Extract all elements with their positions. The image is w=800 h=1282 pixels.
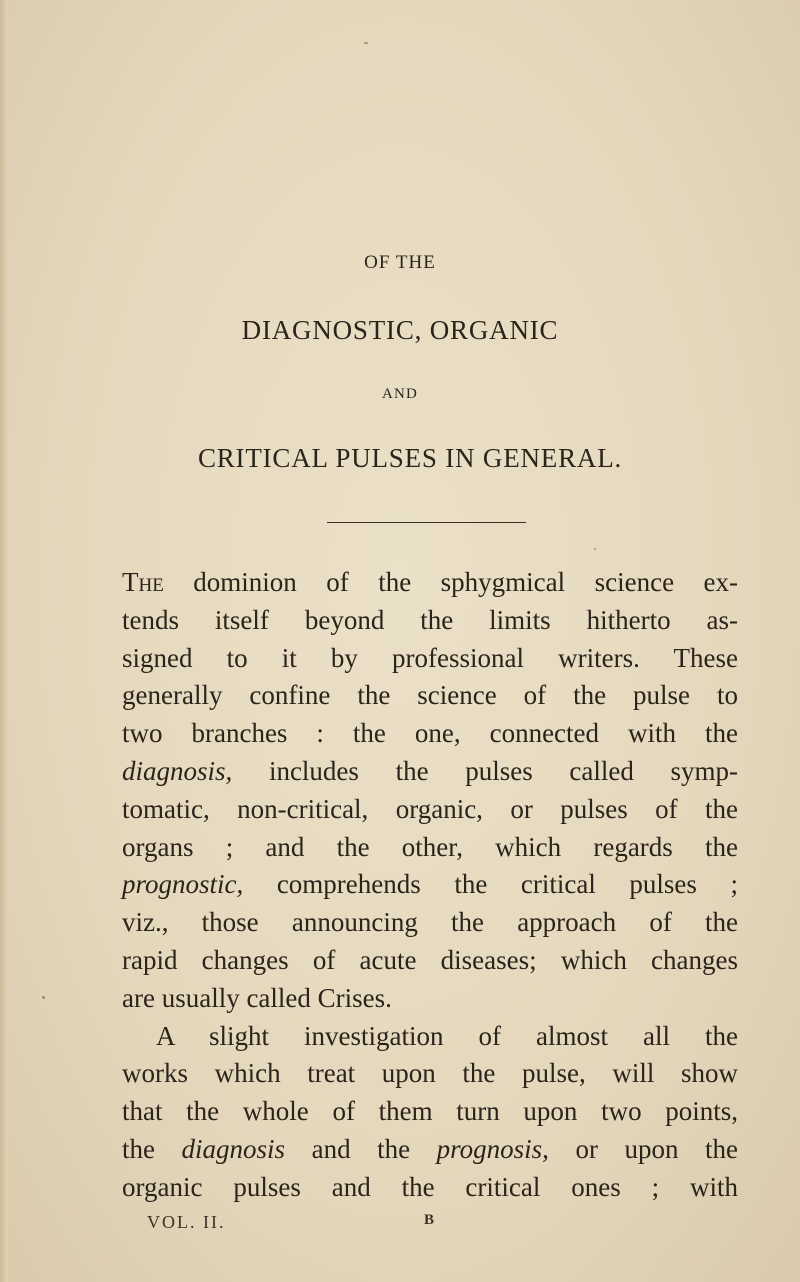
italic-term: prognostic, [122,869,244,900]
text-line [122,715,738,753]
body-text [122,564,738,1207]
text-run: signed to it by professional writers. These [122,642,738,673]
text-line [122,829,738,867]
text-run: two branches : the one, connected with the [122,718,738,749]
text-run: A slight investigation of almost all the [156,1020,738,1051]
page-left-edge [0,0,8,1282]
text-run: or upon the [548,1133,738,1164]
heading-line-1: OF THE [364,252,436,273]
text-run: generally confine the science of the pulse to [122,680,738,711]
text-line [122,753,738,791]
text-line [122,640,738,678]
text-line [122,564,738,602]
italic-term: diagnosis [181,1133,286,1164]
text-run: tends itself beyond the limits hitherto as- [122,604,738,635]
text-line [122,1018,738,1056]
italic-term: prognosis, [436,1133,549,1164]
heading-line-2: DIAGNOSTIC, ORGANIC [241,315,559,345]
text-run: organic pulses and the critical ones ; with [122,1171,738,1202]
paper-speck [364,42,368,44]
heading-line-4: CRITICAL PULSES IN GENERAL. [197,443,623,473]
text-run: organs ; and the other, which regards the [122,831,738,862]
text-run: dominion of the sphygmical science ex- [163,567,738,597]
text-run: works which treat upon the pulse, will show [122,1058,738,1089]
small-caps-word: The [122,567,164,597]
paper-speck [594,548,596,550]
text-line [122,942,738,980]
text-line [122,866,738,904]
text-line [122,1055,738,1093]
text-line [122,602,738,640]
text-line [122,1093,738,1131]
text-run: are usually called Crises. [122,982,392,1013]
text-line [122,1131,738,1169]
paper-speck [42,996,45,999]
section-rule [327,522,526,523]
text-run: comprehends the critical pulses ; [243,869,738,900]
text-line [122,980,738,1018]
text-line [122,904,738,942]
text-line [122,677,738,715]
signature-mark: B [424,1212,435,1228]
text-run: includes the pulses called symp- [232,755,738,786]
text-run: tomatic, non-critical, organic, or pulses of the [122,793,738,824]
text-line [122,1169,738,1207]
text-run: rapid changes of acute diseases; which changes [122,944,738,975]
text-run: viz., those announcing the approach of the [122,907,738,938]
volume-signature: VOL. II. [147,1212,226,1232]
text-run: that the whole of them turn upon two points, [122,1096,738,1127]
italic-term: diagnosis, [122,755,233,786]
heading-line-3: AND [381,386,419,402]
text-line [122,791,738,829]
text-run: the [122,1133,182,1164]
text-run: and the [285,1133,437,1164]
